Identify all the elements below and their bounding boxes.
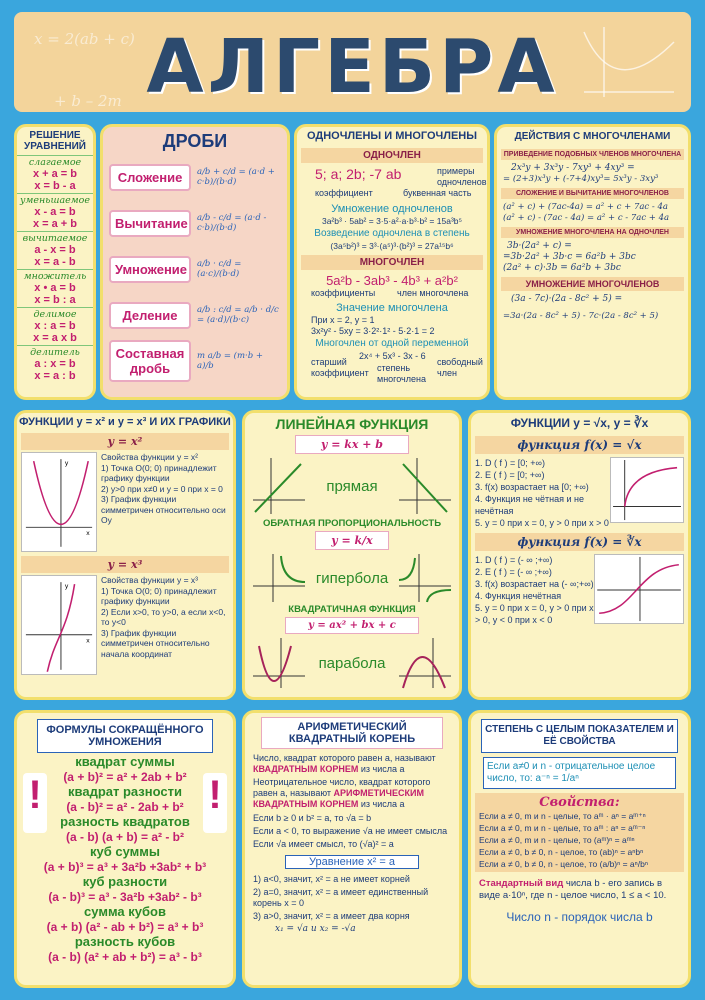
line-graph-right [397, 456, 453, 516]
x2-property: 2) y>0 при x≠0 и y = 0 при x = 0 [101, 483, 223, 494]
inverse-title: ОБРАТНАЯ ПРОПОРЦИОНАЛЬНОСТЬ [262, 518, 442, 529]
quadratic-graphs [245, 636, 459, 690]
x3-properties [101, 575, 229, 675]
var-title: Многочлен от одной переменной [315, 338, 469, 349]
polyops-line: (2a² + c)·3b = 6a²b + 3bc [503, 263, 621, 273]
sqrt-block [471, 457, 688, 529]
sqrt-def1 [245, 753, 459, 775]
shortmult-list [17, 755, 233, 965]
sqrt-def1-bold: КВАДРАТНЫМ КОРНЕМ [253, 764, 359, 774]
equation-b: x = a x b [33, 332, 77, 344]
std-form-text: числа b - его запись в виде a·10ⁿ, где n - целое число, 1 ≤ a < 10. [479, 878, 667, 901]
line-graph-left [251, 456, 307, 516]
x2-property: 3) График функции симметричен относительно оси Oy [101, 494, 226, 525]
exclaim-icon: ! [23, 773, 47, 833]
equation-name: слагаемое [28, 157, 82, 168]
equation-a: a : x = b [34, 358, 76, 370]
formula: (a - b) (a + b) = a² - b² [65, 830, 184, 844]
sqrt-rule: Если b ≥ 0 и b² = a, то √a = b [253, 813, 372, 823]
equations-card [14, 124, 96, 400]
shortmult-title: ФОРМУЛЫ СОКРАЩЁННОГО УМНОЖЕНИЯ [37, 719, 213, 753]
x3-formula-bar: y = x³ [21, 556, 229, 573]
parabola-label: парабола [318, 654, 386, 672]
svg-text:y: y [64, 583, 69, 590]
degree-label: степень многочлена [377, 363, 426, 384]
x2-graph [21, 452, 97, 552]
x3-property: Свойства функции y = x³ [101, 575, 198, 585]
std-form-bold: Стандартный вид [479, 878, 564, 889]
sqrt-def2 [245, 775, 459, 812]
cbrt-property: 2. E ( f ) = (- ∞ ;+∞) [475, 567, 552, 577]
polyops-title: ДЕЙСТВИЯ С МНОГОЧЛЕНАМИ [514, 131, 671, 142]
sqrt-equation: Уравнение x² = a [285, 855, 419, 869]
std-form [471, 876, 688, 904]
power-property: Если a ≠ 0, m и n - целые, то aᵐ · aⁿ = aᵐ⁺ⁿ [479, 811, 646, 821]
linear-graphs [245, 454, 459, 518]
sqrt-def2-text: Неотрицательное число, квадрат которого равен a, называют [253, 777, 431, 798]
hyperbola-graph-right [397, 552, 453, 604]
fraction-row [103, 200, 287, 246]
polyops-line: 3b·(2a² + c) = [507, 241, 572, 251]
equation-b: x = a + b [32, 218, 78, 230]
equation-group [17, 193, 93, 231]
fraction-row [103, 154, 287, 200]
x2-block [17, 452, 233, 552]
cbrt-property: 5. y = 0 при x = 0, y > 0 при x > 0, y < 0 при x < 0 [475, 603, 594, 625]
props-title: Свойства: [539, 795, 620, 810]
sqrt-rule: Если a < 0, то выражение √a не имеет смысла [253, 826, 448, 836]
powfuncs-title: ФУНКЦИИ y = x² и y = x³ И ИХ ГРАФИКИ [19, 416, 231, 428]
sqrt-card [242, 710, 462, 988]
line-label: прямая [326, 477, 378, 495]
power-props-block [475, 793, 684, 872]
fractions-list [103, 154, 287, 384]
polyops-line: (a² + c) - (7ac - 4a) = a² + c - 7ac + 4a [503, 213, 670, 223]
polyops-card [494, 124, 691, 400]
sqrt-def1-tail: из числа a [360, 764, 405, 774]
svg-text:y: y [64, 460, 69, 467]
formula-name: квадрат разности [68, 784, 182, 799]
x3-property: 3) График функции симметричен относительно начала координат [101, 627, 210, 659]
equation-group [17, 231, 93, 269]
linear-formula: y = kx + b [295, 435, 409, 454]
fraction-row [103, 338, 287, 384]
header-decoration: x = 2(ab + c) [34, 30, 135, 48]
page-title: АЛГЕБРА [146, 24, 559, 110]
monomial-examples [297, 166, 487, 202]
fraction-formula: a/b + c/d = (a·d + c·b)/(b·d) [197, 167, 275, 187]
x2-property: Свойства функции y = x² [101, 452, 198, 462]
var-example: 2x⁴ + 5x³ - 3x - 6 [359, 351, 426, 361]
sqrt-root-case: 1) a<0, значит, x² = a не имеет корней [253, 874, 410, 884]
equation-b: x = a : b [34, 370, 76, 382]
x3-block [17, 575, 233, 675]
monomials-card [294, 124, 490, 400]
polyops-bar-1: ПРИВЕДЕНИЕ ПОДОБНЫХ ЧЛЕНОВ МНОГОЧЛЕНА [501, 149, 684, 160]
equation-name: уменьшаемое [20, 195, 90, 206]
member-label: член многочлена [397, 288, 469, 298]
equation-a: a - x = b [34, 244, 76, 256]
equation-b: x = a - b [34, 256, 76, 268]
sqrt-property: 5. y = 0 при x = 0, y > 0 при x > 0 [475, 518, 609, 528]
cbrt-property: 3. f(x) возрастает на (- ∞;+∞) [475, 579, 594, 589]
value-title: Значение многочлена [336, 302, 448, 314]
sqrt-root-case: 2) a=0, значит, x² = a имеет единственный корень x = 0 [253, 887, 429, 908]
header-decoration: + b – 2m [54, 92, 122, 110]
formula-name: разность квадратов [60, 814, 190, 829]
fraction-op-label: Составная дробь [109, 340, 191, 382]
mult-example: 3a²b³ · 5ab² = 3·5·a²·a·b³·b² = 15a³b⁵ [321, 216, 463, 226]
coef-label: коэффициент [315, 188, 373, 198]
cbrt-graph [594, 554, 684, 624]
x2-properties [101, 452, 229, 552]
poly-labels [297, 288, 487, 301]
exclaim-icon: ! [203, 773, 227, 833]
formula-name: разность кубов [74, 934, 176, 949]
sqrt-func-bar: функция f(x) = √x [475, 436, 684, 454]
sqrt-title: АРИФМЕТИЧЕСКИЙ КВАДРАТНЫЙ КОРЕНЬ [261, 717, 443, 749]
fraction-op-label: Сложение [109, 164, 191, 191]
equation-a: x • a = b [34, 282, 76, 294]
polyops-bar-2: СЛОЖЕНИЕ И ВЫЧИТАНИЕ МНОГОЧЛЕНОВ [501, 188, 684, 199]
monomial-examples-note: примеры одночленов [437, 166, 487, 187]
monomials-title: ОДНОЧЛЕНЫ И МНОГОЧЛЕНЫ [306, 130, 478, 142]
svg-text:x: x [86, 530, 90, 538]
polyops-line: (a² + c) + (7ac-4a) = a² + c + 7ac - 4a [503, 202, 668, 212]
equation-name: вычитаемое [22, 233, 88, 244]
fraction-formula: m a/b = (m·b + a)/b [197, 351, 264, 371]
equation-group [17, 269, 93, 307]
fraction-formula: a/b - c/d = (a·d - c·b)/(b·d) [197, 213, 267, 233]
equation-name: множитель [23, 271, 87, 282]
equation-name: делимое [33, 309, 77, 320]
linear-card [242, 410, 462, 700]
sqrt-properties [475, 457, 610, 529]
senior-label: старший коэффициент [311, 357, 369, 378]
x3-property: 2) Если x>0, то y>0, а если x<0, то y<0 [101, 606, 226, 627]
polyops-line: 2x³y + 3x³y - 7xy³ + 4xy³ = [511, 163, 635, 173]
x2-property: 1) Точка O(0; 0) принадлежит графику функции [101, 462, 217, 483]
x2-formula-bar: y = x² [21, 433, 229, 450]
hyperbola-graph-left [251, 552, 307, 604]
rootfuncs-title: ФУНКЦИИ y = √x, y = ∛x [510, 416, 649, 430]
quadratic-title: КВАДРАТИЧНАЯ ФУНКЦИЯ [288, 604, 416, 615]
pow-example: (3a⁵b²)³ = 3³·(a⁵)³·(b²)³ = 27a¹⁵b⁶ [330, 241, 454, 251]
formula: (a - b)² = a² - 2ab + b² [66, 800, 184, 814]
equations-title: РЕШЕНИЕ УРАВНЕНИЙ [24, 130, 86, 152]
powfuncs-card [14, 410, 236, 700]
fraction-row [103, 246, 287, 292]
sqrt-root-case: 3) a>0, значит, x² = a имеет два корня [253, 911, 410, 921]
letter-part-label: буквенная часть [403, 188, 472, 198]
header-banner [14, 12, 691, 112]
sqrt-def2-tail: из числа a [360, 799, 405, 809]
power-property: Если a ≠ 0, b ≠ 0, n - целое, то (ab)ⁿ = aⁿbⁿ [479, 847, 644, 857]
shortmult-card [14, 710, 236, 988]
coefs-label: коэффициенты [311, 288, 376, 298]
formula-name: сумма кубов [84, 904, 166, 919]
props-list [479, 810, 680, 870]
hyperbola-label: гипербола [315, 569, 389, 587]
equations-list [17, 155, 93, 383]
svg-text:x: x [86, 637, 90, 645]
parabola-graph-left [251, 636, 307, 690]
cbrt-property: 4. Функция нечётная [475, 591, 562, 601]
fraction-op-label: Вычитание [109, 210, 191, 237]
sqrt-def2-bold: АРИФМЕТИЧЕСКИМ КВАДРАТНЫМ КОРНЕМ [253, 788, 424, 809]
polyops-line: (3a - 7c)·(2a - 8c² + 5) = [511, 294, 623, 304]
formula: (a + b) (a² - ab + b²) = a³ + b³ [46, 920, 204, 934]
formula-name: куб суммы [89, 844, 160, 859]
fraction-row [103, 292, 287, 338]
poly-example: 5a²b - 3ab³ - 4b³ + a²b² [326, 273, 458, 288]
fraction-op-label: Деление [109, 302, 191, 329]
fractions-card [100, 124, 290, 400]
sqrt-property: 3. f(x) возрастает на [0; +∞) [475, 482, 589, 492]
monomial-examples-text: 5; a; 2b; -7 ab [315, 166, 402, 182]
equation-group [17, 307, 93, 345]
formula: (a + b)³ = a³ + 3a²b +3ab² + b³ [43, 860, 207, 874]
polyops-line: =3a·(2a - 8c² + 5) - 7c·(2a - 8c² + 5) [503, 311, 659, 321]
polynomial-bar: МНОГОЧЛЕН [301, 255, 483, 270]
free-label: свободный член [437, 357, 483, 378]
equation-b: x = b - a [34, 180, 76, 192]
order-text: Число n - порядок числа b [506, 910, 653, 924]
power-definition: Если a≠0 и n - отрицательное целое число, то: a⁻ⁿ = 1/aⁿ [483, 757, 676, 789]
fraction-op-label: Умножение [109, 256, 191, 283]
inverse-formula: y = k/x [315, 531, 389, 550]
power-property: Если a ≠ 0, m и n - целые, то (aᵐ)ⁿ = aᵐⁿ [479, 835, 635, 845]
formula: (a + b)² = a² + 2ab + b² [63, 770, 187, 784]
formula: (a - b)³ = a³ - 3a²b +3ab² - b³ [48, 890, 202, 904]
var-block [297, 351, 487, 384]
equation-a: x + a = b [32, 168, 78, 180]
equation-a: x - a = b [34, 206, 76, 218]
equation-a: x : a = b [34, 320, 76, 332]
sqrt-property: 2. E ( f ) = [0; +∞) [475, 470, 545, 480]
sqrt-def1-text: Число, квадрат которого равен a, называют [253, 753, 436, 763]
value-example: При x = 2, y = 1 [311, 315, 375, 325]
equation-name: делитель [30, 347, 80, 358]
equation-group [17, 155, 93, 193]
formula-name: квадрат суммы [75, 754, 175, 769]
sqrt-property: 1. D ( f ) = [0; +∞) [475, 458, 545, 468]
x3-graph [21, 575, 97, 675]
rootfuncs-card [468, 410, 691, 700]
monomial-bar: ОДНОЧЛЕН [301, 148, 483, 163]
fraction-formula: a/b : c/d = a/b · d/c = (a·d)/(b·c) [197, 305, 279, 325]
cbrt-block [471, 554, 688, 626]
polyops-bar-3: УМНОЖЕНИЕ МНОГОЧЛЕНА НА ОДНОЧЛЕН [501, 227, 684, 238]
mult-title: Умножение одночленов [331, 203, 453, 215]
linear-title: ЛИНЕЙНАЯ ФУНКЦИЯ [275, 416, 429, 432]
pow-title: Возведение одночлена в степень [314, 228, 470, 239]
formula-name: куб разности [82, 874, 168, 889]
x3-property: 1) Точка O(0; 0) принадлежит графику функции [101, 585, 217, 606]
equation-b: x = b : a [34, 294, 76, 306]
cbrt-properties [475, 554, 594, 626]
fraction-formula: a/b · c/d = (a·c)/(b·d) [197, 259, 242, 279]
power-property: Если a ≠ 0, b ≠ 0, n - целое, то (a/b)ⁿ = aⁿ/bⁿ [479, 859, 648, 869]
formula: (a - b) (a² + ab + b²) = a³ - b³ [48, 950, 202, 964]
sqrt-graph [610, 457, 684, 523]
polyops-line: = (2+3)x³y + (-7+4)xy³= 5x³y - 3xy³ [503, 174, 659, 184]
sqrt-property: 4. Функция не чётная и не нечётная [475, 494, 584, 516]
value-calc: 3x²y² - 5xy = 3·2²·1² - 5·2·1 = 2 [311, 326, 435, 336]
sqrt-rule: Если √a имеет смысл, то (√a)² = a [253, 839, 394, 849]
power-property: Если a ≠ 0, m и n - целые, то aᵐ : aⁿ = aᵐ⁻ⁿ [479, 823, 646, 833]
quadratic-formula: y = ax² + bx + c [285, 617, 419, 634]
power-card [468, 710, 691, 988]
inverse-graphs [245, 552, 459, 604]
polyops-bar-4: УМНОЖЕНИЕ МНОГОЧЛЕНОВ [501, 277, 684, 291]
power-title: СТЕПЕНЬ С ЦЕЛЫМ ПОКАЗАТЕЛЕМ И ЕЁ СВОЙСТВА [481, 719, 678, 753]
fractions-title: ДРОБИ [162, 131, 228, 151]
polyops-line: =3b·2a² + 3b·c = 6a²b + 3bc [503, 252, 636, 262]
sqrt-root-case: x₁ = √a и x₂ = -√a [275, 924, 356, 934]
parabola-graph-right [397, 636, 453, 690]
equation-group [17, 345, 93, 383]
cbrt-property: 1. D ( f ) = (- ∞ ;+∞) [475, 555, 553, 565]
cbrt-func-bar: функция f(x) = ∛x [475, 533, 684, 551]
